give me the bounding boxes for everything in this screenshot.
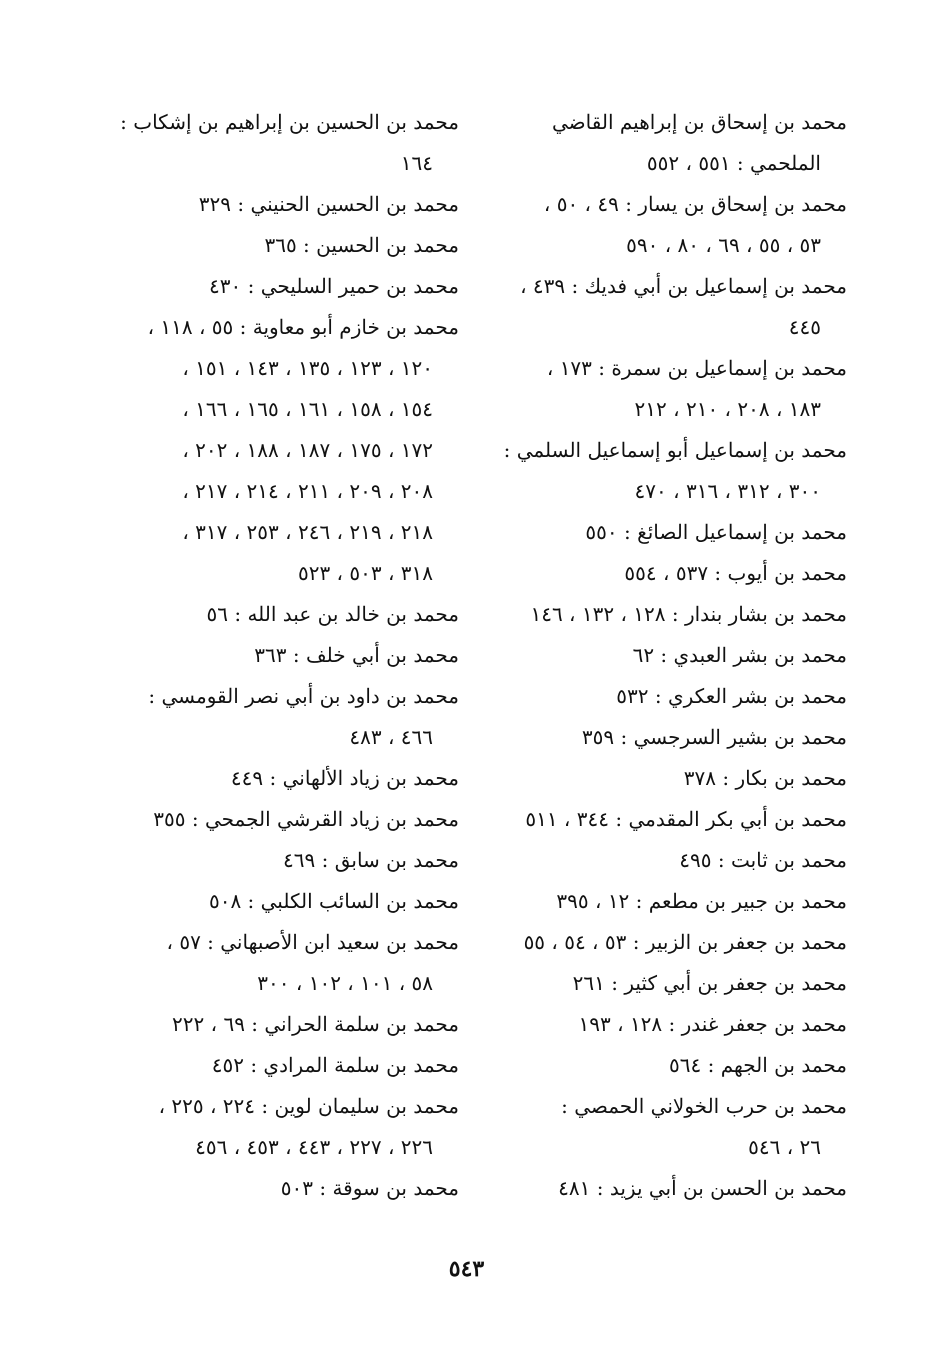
index-entry: محمد بن أبي خلف : ٣٦٣	[254, 643, 459, 667]
index-entry: محمد بن الحسين بن إبراهيم بن إشكاب :	[120, 110, 459, 134]
index-entry: محمد بن سلمة الحراني : ٦٩ ، ٢٢٢	[172, 1012, 459, 1036]
index-entry-continuation: ٢٢٦ ، ٢٢٧ ، ٤٤٣ ، ٤٥٣ ، ٤٥٦	[195, 1135, 433, 1159]
index-entry: محمد بن بشار بندار : ١٢٨ ، ١٣٢ ، ١٤٦	[530, 602, 847, 626]
index-entry: محمد بن داود بن أبي نصر القومسي :	[148, 684, 459, 708]
page-number: ٥٤٣	[448, 1256, 485, 1282]
index-entry: محمد بن خازم أبو معاوية : ٥٥ ، ١١٨ ،	[147, 315, 459, 339]
index-entry-continuation: ١٦٤	[400, 151, 433, 175]
index-entry: محمد بن حرب الخولاني الحمصي :	[561, 1094, 847, 1118]
index-entry: محمد بن جعفر بن أبي كثير : ٢٦١	[572, 971, 847, 995]
index-entry: محمد بن ثابت : ٤٩٥	[679, 848, 847, 872]
index-entry: محمد بن الجهم : ٥٦٤	[669, 1053, 847, 1077]
index-entry-continuation: ٥٣ ، ٥٥ ، ٦٩ ، ٨٠ ، ٥٩٠	[626, 233, 821, 257]
index-entry-continuation: ٥٨ ، ١٠١ ، ١٠٢ ، ٣٠٠	[257, 971, 433, 995]
index-entry-continuation: ٣١٨ ، ٥٠٣ ، ٥٢٣	[297, 561, 433, 585]
index-entry: محمد بن سابق : ٤٦٩	[283, 848, 459, 872]
index-entry: محمد بن زياد القرشي الجمحي : ٣٥٥	[153, 807, 459, 831]
index-entry-continuation: ٢٠٨ ، ٢٠٩ ، ٢١١ ، ٢١٤ ، ٢١٧ ،	[182, 479, 433, 503]
index-entry: محمد بن إسماعيل أبو إسماعيل السلمي :	[503, 438, 847, 462]
index-entry: محمد بن الحسين الحنيني : ٣٢٩	[198, 192, 459, 216]
index-entry: محمد بن جعفر بن الزبير : ٥٣ ، ٥٤ ، ٥٥	[523, 930, 847, 954]
index-entry: محمد بن إسماعيل بن سمرة : ١٧٣ ،	[546, 356, 847, 380]
index-entry: محمد بن الحسين : ٣٦٥	[264, 233, 459, 257]
index-entry: محمد بن إسحاق بن يسار : ٤٩ ، ٥٠ ،	[543, 192, 847, 216]
index-entry-continuation: ١٥٤ ، ١٥٨ ، ١٦١ ، ١٦٥ ، ١٦٦ ،	[182, 397, 433, 421]
index-entry: محمد بن سليمان لوين : ٢٢٤ ، ٢٢٥ ،	[158, 1094, 459, 1118]
index-entry-continuation: ٢١٨ ، ٢١٩ ، ٢٤٦ ، ٢٥٣ ، ٣١٧ ،	[182, 520, 433, 544]
index-entry-continuation: ٣٠٠ ، ٣١٢ ، ٣١٦ ، ٤٧٠	[634, 479, 821, 503]
index-entry: محمد بن إسماعيل بن أبي فديك : ٤٣٩ ،	[520, 274, 847, 298]
index-entry: محمد بن جعفر غندر : ١٢٨ ، ١٩٣	[578, 1012, 847, 1036]
index-entry: محمد بن سلمة المرادي : ٤٥٢	[211, 1053, 459, 1077]
index-entry-continuation: ٤٦٦ ، ٤٨٣	[349, 725, 433, 749]
index-entry-continuation: ٢٦ ، ٥٤٦	[748, 1135, 821, 1159]
index-column-left	[114, 102, 459, 1209]
index-entry: محمد بن بكار : ٣٧٨	[683, 766, 847, 790]
index-entry: محمد بن سعيد ابن الأصبهاني : ٥٧ ،	[166, 930, 459, 954]
index-entry-continuation: ١٧٢ ، ١٧٥ ، ١٨٧ ، ١٨٨ ، ٢٠٢ ،	[182, 438, 433, 462]
index-entry: محمد بن إسماعيل الصائغ : ٥٥٠	[585, 520, 847, 544]
index-entry: محمد بن زياد الألهاني : ٤٤٩	[230, 766, 459, 790]
index-entry: محمد بن خالد بن عبد الله : ٥٦	[206, 602, 459, 626]
index-entry: محمد بن سوقة : ٥٠٣	[280, 1176, 459, 1200]
index-entry: محمد بن حمير السليحي : ٤٣٠	[209, 274, 459, 298]
index-entry: محمد بن الحسن بن أبي يزيد : ٤٨١	[558, 1176, 847, 1200]
index-entry: محمد بن جبير بن مطعم : ١٢ ، ٣٩٥	[556, 889, 847, 913]
index-entry: محمد بن أيوب : ٥٣٧ ، ٥٥٤	[624, 561, 847, 585]
index-entry: محمد بن أبي بكر المقدمي : ٣٤٤ ، ٥١١	[525, 807, 847, 831]
index-entry-continuation: الملحمي : ٥٥١ ، ٥٥٢	[646, 151, 821, 175]
index-entry: محمد بن السائب الكلبي : ٥٠٨	[208, 889, 459, 913]
index-entry: محمد بن بشر العكري : ٥٣٢	[616, 684, 847, 708]
index-entry-continuation: ٤٤٥	[788, 315, 821, 339]
index-column-right	[503, 102, 847, 1209]
index-entry: محمد بن بشر العبدي : ٦٢	[632, 643, 847, 667]
index-entry-continuation: ١٨٣ ، ٢٠٨ ، ٢١٠ ، ٢١٢	[634, 397, 821, 421]
index-entry: محمد بن إسحاق بن إبراهيم القاضي	[551, 110, 847, 134]
index-entry: محمد بن بشير السرجسي : ٣٥٩	[581, 725, 847, 749]
index-entry-continuation: ١٢٠ ، ١٢٣ ، ١٣٥ ، ١٤٣ ، ١٥١ ،	[182, 356, 433, 380]
